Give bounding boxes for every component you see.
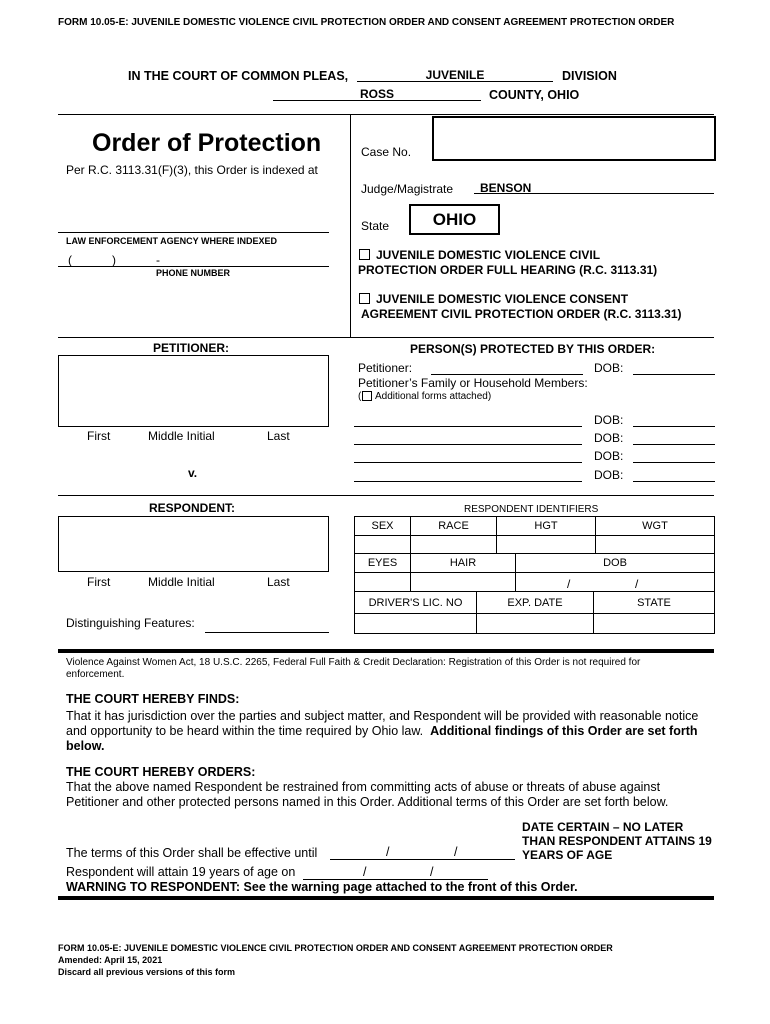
hair-field[interactable]	[410, 572, 516, 592]
dob-label: DOB:	[594, 468, 624, 482]
attached-open: (	[358, 391, 362, 402]
vawa-text: Violence Against Women Act, 18 U.S.C. 2265, Federal Full Faith & Credit Declaration: Registration of this Order is not required for enforcement.	[66, 657, 641, 680]
dob-line[interactable]	[633, 374, 715, 375]
protected-petitioner-label: Petitioner:	[358, 361, 413, 375]
phone-label: PHONE NUMBER	[156, 268, 231, 278]
hgt-header: HGT	[496, 516, 596, 536]
division-field[interactable]: JUVENILE	[357, 68, 553, 82]
state-label: State	[361, 219, 390, 233]
agency-line[interactable]	[58, 232, 329, 233]
family-line-3[interactable]	[354, 462, 582, 463]
dob-line[interactable]	[633, 444, 715, 445]
agency-label: LAW ENFORCEMENT AGENCY WHERE INDEXED	[66, 236, 278, 246]
orders-text: That the above named Respondent be restrained from committing acts of abuse or threats of abuse against Petitioner and other protected persons named in this Order. Additional terms of this Order are set forth below.	[66, 780, 669, 809]
state-id-field[interactable]	[593, 613, 715, 634]
date-certain-line1: DATE CERTAIN – NO LATER	[522, 820, 684, 834]
attached-label: Additional forms attached)	[375, 391, 492, 402]
petitioner-last-label: Last	[267, 429, 290, 443]
date-certain-line2: THAN RESPONDENT ATTAINS 19	[522, 834, 712, 848]
case-no-label: Case No.	[361, 145, 412, 159]
race-field[interactable]	[410, 535, 497, 554]
phone-line	[58, 266, 329, 267]
footer-line1: FORM 10.05-E: JUVENILE DOMESTIC VIOLENCE CIVIL PROTECTION ORDER AND CONSENT AGREEMENT PROTECTION ORDER	[58, 943, 613, 953]
petitioner-heading: PETITIONER:	[153, 341, 230, 355]
respondent-first-label: First	[87, 575, 111, 589]
effective-date-line[interactable]	[330, 859, 515, 860]
sex-header: SEX	[354, 516, 411, 536]
wgt-field[interactable]	[595, 535, 715, 554]
footer-line3: Discard all previous versions of this form	[58, 967, 236, 977]
finds-paragraph	[66, 709, 716, 754]
respondent-last-label: Last	[267, 575, 290, 589]
age19-label: Respondent will attain 19 years of age on	[66, 865, 296, 879]
phone-field[interactable]: ( ) -	[68, 253, 161, 267]
effective-label: The terms of this Order shall be effective until	[66, 846, 318, 860]
dob-header: DOB	[515, 553, 715, 573]
option1-checkbox[interactable]	[359, 249, 370, 260]
option2-line1: JUVENILE DOMESTIC VIOLENCE CONSENT	[376, 292, 629, 306]
wgt-header: WGT	[595, 516, 715, 536]
protected-heading: PERSON(S) PROTECTED BY THIS ORDER:	[410, 342, 656, 356]
petitioner-first-label: First	[87, 429, 111, 443]
indexed-text: Per R.C. 3113.31(F)(3), this Order is indexed at	[66, 163, 318, 177]
eyes-header: EYES	[354, 553, 411, 573]
dob-field[interactable]	[515, 572, 715, 592]
respondent-name-box[interactable]	[58, 516, 329, 572]
petitioner-middle-label: Middle Initial	[148, 429, 215, 443]
warning-text: WARNING TO RESPONDENT: See the warning page attached to the front of this Order.	[66, 880, 578, 894]
thick-divider	[58, 649, 714, 653]
option1-line1: JUVENILE DOMESTIC VIOLENCE CIVIL	[376, 248, 601, 262]
dob-line[interactable]	[633, 426, 715, 427]
dob-line[interactable]	[633, 481, 715, 482]
finds-bold-text: Additional findings of this Order are set forth below.	[66, 724, 698, 753]
features-label: Distinguishing Features:	[66, 616, 195, 630]
eyes-field[interactable]	[354, 572, 411, 592]
finds-text: That it has jurisdiction over the parties and subject matter, and Respondent will be provided with reasonable notice and opportunity to be heard within the time required by Ohio law.	[66, 709, 699, 738]
dob-label: DOB:	[594, 449, 624, 463]
mid-divider	[58, 337, 714, 338]
family-line-1[interactable]	[354, 426, 582, 427]
footer	[58, 942, 613, 978]
hgt-field[interactable]	[496, 535, 596, 554]
family-line-4[interactable]	[354, 481, 582, 482]
license-header: DRIVER'S LIC. NO	[354, 591, 477, 614]
dob-label: DOB:	[594, 431, 624, 445]
features-line[interactable]	[205, 632, 329, 633]
case-no-field[interactable]	[432, 116, 716, 161]
order-title: Order of Protection	[92, 129, 322, 157]
effective-slash-2: /	[454, 845, 458, 859]
respondent-divider	[58, 495, 714, 496]
judge-label: Judge/Magistrate	[361, 182, 454, 196]
top-divider	[58, 114, 714, 115]
bottom-thick-divider	[58, 896, 714, 900]
respondent-middle-label: Middle Initial	[148, 575, 215, 589]
date-certain-line3: YEARS OF AGE	[522, 848, 613, 862]
dob-slash-1: /	[567, 577, 571, 591]
county-field[interactable]: ROSS	[273, 87, 481, 101]
hair-header: HAIR	[410, 553, 516, 573]
respondent-heading: RESPONDENT:	[149, 501, 236, 515]
date-certain	[522, 820, 712, 862]
column-divider-top	[350, 114, 351, 337]
county-label: COUNTY, OHIO	[489, 88, 580, 102]
attached-checkbox[interactable]	[362, 391, 372, 401]
state-field[interactable]: OHIO	[409, 204, 500, 235]
age19-slash-1: /	[363, 865, 367, 879]
identifiers-heading: RESPONDENT IDENTIFIERS	[464, 504, 599, 515]
court-prefix: IN THE COURT OF COMMON PLEAS,	[128, 69, 349, 83]
dob-line[interactable]	[633, 462, 715, 463]
effective-slash-1: /	[386, 845, 390, 859]
option2-line2: AGREEMENT CIVIL PROTECTION ORDER (R.C. 3113.31)	[361, 307, 682, 321]
protected-petitioner-line[interactable]	[431, 374, 583, 375]
option2-checkbox[interactable]	[359, 293, 370, 304]
finds-heading: THE COURT HEREBY FINDS:	[66, 692, 240, 706]
petitioner-name-box[interactable]	[58, 355, 329, 427]
orders-heading: THE COURT HEREBY ORDERS:	[66, 765, 256, 779]
age19-slash-2: /	[430, 865, 434, 879]
race-header: RACE	[410, 516, 497, 536]
option1-line2: PROTECTION ORDER FULL HEARING (R.C. 3113.31)	[358, 263, 658, 277]
judge-field[interactable]: BENSON	[474, 181, 714, 194]
exp-header: EXP. DATE	[476, 591, 594, 614]
license-field[interactable]	[354, 613, 477, 634]
family-label: Petitioner’s Family or Household Members:	[358, 376, 588, 390]
division-label: DIVISION	[562, 69, 617, 83]
sex-field[interactable]	[354, 535, 411, 554]
family-line-2[interactable]	[354, 444, 582, 445]
dob-label: DOB:	[594, 361, 624, 375]
dob-slash-2: /	[635, 577, 639, 591]
versus-label: v.	[188, 466, 198, 480]
footer-line2: Amended: April 15, 2021	[58, 955, 163, 965]
form-header: FORM 10.05-E: JUVENILE DOMESTIC VIOLENCE CIVIL PROTECTION ORDER AND CONSENT AGREEMENT PROTECTION ORDER	[58, 17, 675, 28]
exp-field[interactable]	[476, 613, 594, 634]
state-header: STATE	[593, 591, 715, 614]
dob-label: DOB:	[594, 413, 624, 427]
